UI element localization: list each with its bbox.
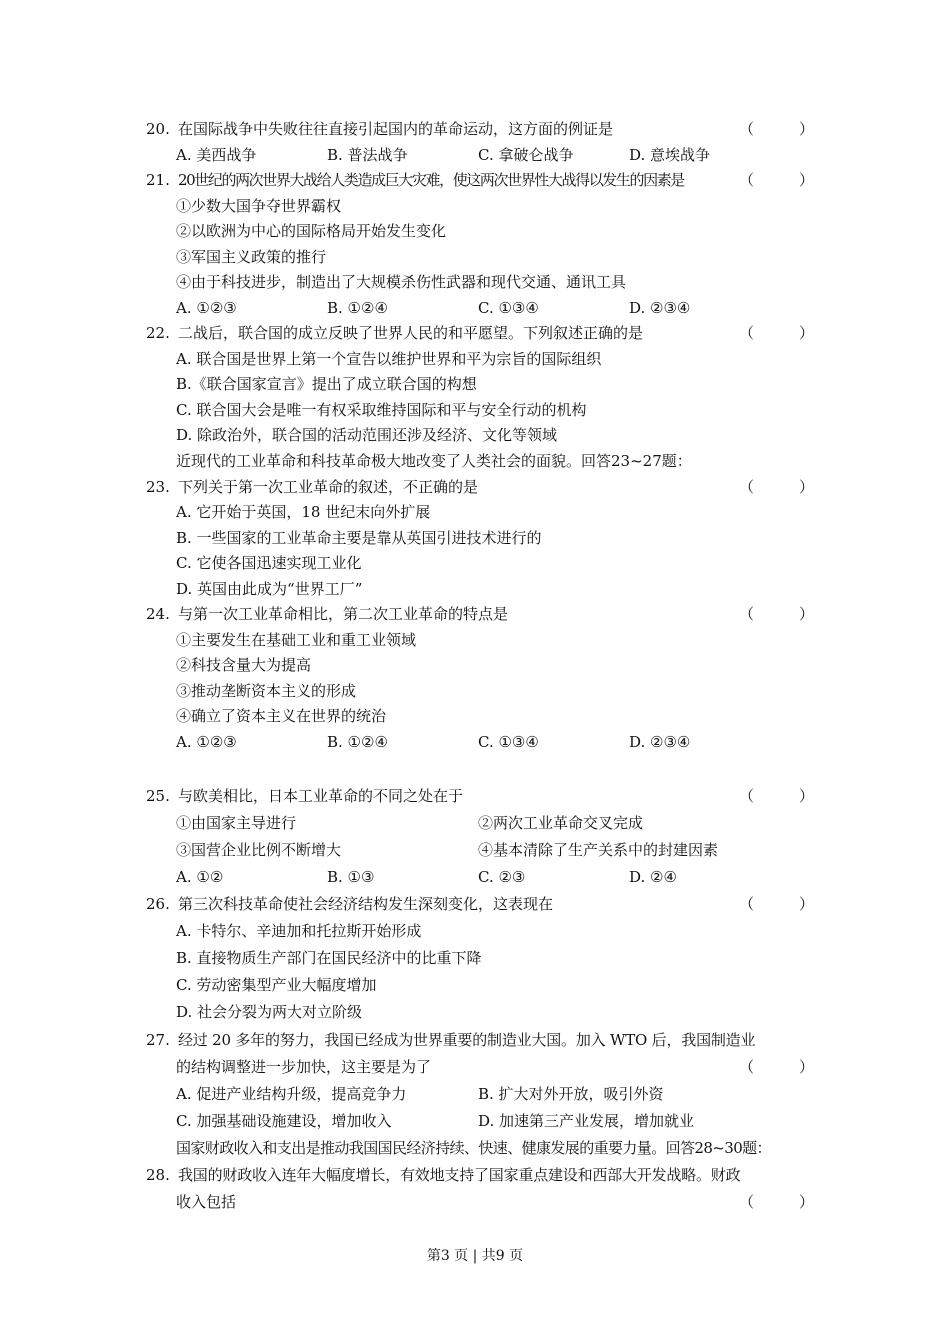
option-c: C. ②③ [478, 868, 526, 886]
question-number: 21. [146, 171, 170, 189]
question-stem: 我国的财政收入连年大幅度增长，有效地支持了国家重点建设和西部大开发战略。财政 [178, 1166, 741, 1184]
question-stem: 与第一次工业革命相比，第二次工业革命的特点是 [178, 605, 509, 623]
option-line: D. 除政治外，联合国的活动范围还涉及经济、文化等领域 [176, 426, 558, 444]
option-a: A. ①②③ [176, 299, 237, 317]
option-d: D. ②④ [629, 868, 677, 886]
option-a: A. 促进产业结构升级，提高竞争力 [176, 1085, 407, 1103]
answer-bracket: （ ） [739, 478, 815, 496]
option-b: B. ①②④ [327, 733, 388, 751]
question-stem: 第三次科技革命使社会经济结构发生深刻变化，这表现在 [178, 895, 554, 913]
option-d: D. 意埃战争 [629, 146, 711, 164]
question-stem-cont: 收入包括 [176, 1193, 237, 1211]
question-number: 23. [146, 478, 170, 496]
option-line: D. 社会分裂为两大对立阶级 [176, 1003, 363, 1021]
option-line: A. 它开始于英国，18 世纪末向外扩展 [176, 503, 431, 521]
option-c: C. 加强基础设施建设，增加收入 [176, 1112, 392, 1130]
option-c: C. ①③④ [478, 733, 539, 751]
answer-bracket: （ ） [739, 895, 815, 913]
question-number: 27. [146, 1031, 170, 1049]
question-number: 22. [146, 324, 170, 342]
option-b: B. 扩大对外开放，吸引外资 [478, 1085, 664, 1103]
option-a: A. ①②③ [176, 733, 237, 751]
question-stem: 二战后，联合国的成立反映了世界人民的和平愿望。下列叙述正确的是 [178, 324, 644, 342]
statement-item: ③国营企业比例不断增大 [176, 841, 342, 859]
option-line: A. 卡特尔、辛迪加和托拉斯开始形成 [176, 922, 422, 940]
option-line: C. 联合国大会是唯一有权采取维持国际和平与安全行动的机构 [176, 401, 587, 419]
question-stem: 下列关于第一次工业革命的叙述，不正确的是 [178, 478, 479, 496]
option-line: C. 它使各国迅速实现工业化 [176, 554, 362, 572]
question-stem: 在国际战争中失败往往直接引起国内的革命运动，这方面的例证是 [178, 120, 614, 138]
option-d: D. ②③④ [629, 299, 691, 317]
question-number: 25. [146, 787, 170, 805]
option-b: B. ①②④ [327, 299, 388, 317]
statement-item: ③推动垄断资本主义的形成 [176, 682, 357, 700]
question-number: 26. [146, 895, 170, 913]
option-b: B. 普法战争 [327, 146, 408, 164]
statement-item: ①主要发生在基础工业和重工业领域 [176, 631, 417, 649]
option-a: A. 美西战争 [176, 146, 257, 164]
statement-item: ①少数大国争夺世界霸权 [176, 197, 342, 215]
section-intro: 国家财政收入和支出是推动我国国民经济持续、快速、健康发展的重要力量。回答28~30题： [176, 1139, 771, 1157]
answer-bracket: （ ） [739, 120, 815, 138]
answer-bracket: （ ） [739, 1193, 815, 1211]
question-number: 24. [146, 605, 170, 623]
answer-bracket: （ ） [739, 171, 815, 189]
question-stem: 与欧美相比，日本工业革命的不同之处在于 [178, 787, 464, 805]
statement-item: ①由国家主导进行 [176, 814, 297, 832]
option-line: A. 联合国是世界上第一个宣告以维护世界和平为宗旨的国际组织 [176, 350, 602, 368]
page-footer: 第3 页 | 共9 页 [426, 1248, 524, 1264]
statement-item: ②科技含量大为提高 [176, 656, 312, 674]
option-line: B. 直接物质生产部门在国民经济中的比重下降 [176, 949, 482, 967]
question-stem-cont: 的结构调整进一步加快，这主要是为了 [176, 1058, 432, 1076]
statement-item: ④由于科技进步，制造出了大规模杀伤性武器和现代交通、通讯工具 [176, 273, 627, 291]
option-c: C. ①③④ [478, 299, 539, 317]
option-d: D. ②③④ [629, 733, 691, 751]
answer-bracket: （ ） [739, 787, 815, 805]
option-b: B. ①③ [327, 868, 375, 886]
option-line: B. 一些国家的工业革命主要是靠从英国引进技术进行的 [176, 529, 542, 547]
question-stem: 20世纪的两次世界大战给人类造成巨大灾难，使这两次世界性大战得以发生的因素是 [178, 171, 684, 189]
answer-bracket: （ ） [739, 1058, 815, 1076]
option-c: C. 拿破仑战争 [478, 146, 574, 164]
option-line: B.《联合国家宣言》提出了成立联合国的构想 [176, 375, 477, 393]
statement-item: ②以欧洲为中心的国际格局开始发生变化 [176, 222, 447, 240]
statement-item: ③军国主义政策的推行 [176, 248, 327, 266]
statement-item: ④确立了资本主义在世界的统治 [176, 707, 387, 725]
option-line: D. 英国由此成为“世界工厂” [176, 580, 363, 598]
question-number: 20. [146, 120, 170, 138]
option-d: D. 加速第三产业发展，增加就业 [478, 1112, 695, 1130]
question-number: 28. [146, 1166, 170, 1184]
answer-bracket: （ ） [739, 605, 815, 623]
option-a: A. ①② [176, 868, 224, 886]
section-intro: 近现代的工业革命和科技革命极大地改变了人类社会的面貌。回答23~27题： [176, 452, 692, 470]
option-line: C. 劳动密集型产业大幅度增加 [176, 976, 377, 994]
question-stem: 经过 20 多年的努力，我国已经成为世界重要的制造业大国。加入 WTO 后，我国制造业 [178, 1031, 756, 1049]
statement-item: ②两次工业革命交叉完成 [478, 814, 644, 832]
answer-bracket: （ ） [739, 324, 815, 342]
statement-item: ④基本清除了生产关系中的封建因素 [478, 841, 719, 859]
